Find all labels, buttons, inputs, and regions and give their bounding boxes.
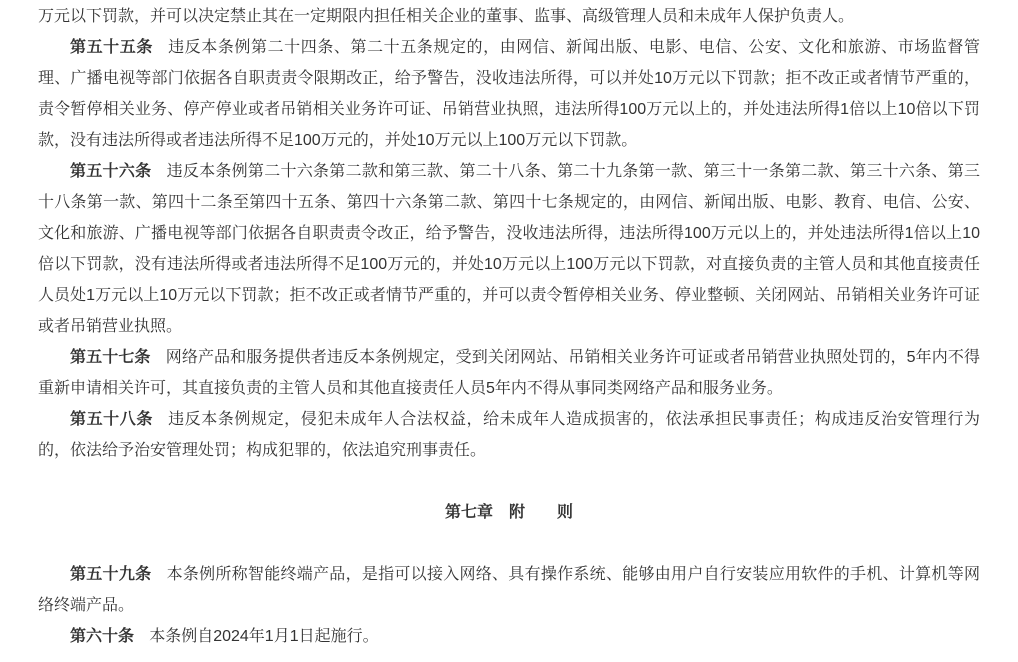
article-56-number: 第五十六条	[70, 163, 152, 180]
article-58-number: 第五十八条	[70, 411, 153, 428]
article-59-number: 第五十九条	[70, 566, 152, 583]
chapter-7-label: 第七章	[444, 504, 493, 521]
article-59	[38, 559, 980, 621]
paragraph-continuation: 万元以下罚款，并可以决定禁止其在一定期限内担任相关企业的董事、监事、高级管理人员和未成年人保护负责人。	[38, 8, 855, 25]
article-55	[38, 32, 980, 156]
article-60	[38, 621, 980, 652]
chapter-7-title-second: 则	[557, 504, 574, 521]
article-58-text: 违反本条例规定，侵犯未成年人合法权益，给未成年人造成损害的，依法承担民事责任；构成违反治安管理行为的，依法给予治安管理处罚；构成犯罪的，依法追究刑事责任。	[38, 411, 980, 459]
chapter-7-title-first: 附	[508, 504, 525, 521]
article-60-text: 本条例自2024年1月1日起施行。	[149, 628, 379, 645]
article-59-text: 本条例所称智能终端产品，是指可以接入网络、具有操作系统、能够由用户自行安装应用软件的手机、计算机等网络终端产品。	[38, 566, 980, 614]
chapter-7-heading	[38, 497, 980, 528]
article-56	[38, 156, 980, 342]
article-55-text: 违反本条例第二十四条、第二十五条规定的，由网信、新闻出版、电影、电信、公安、文化和旅游、市场监督管理、广播电视等部门依据各自职责责令限期改正，给予警告，没收违法所得，可以并处10万元以下罚款；拒不改正或者情节严重的，责令暂停相关业务、停产停业或者吊销相关业务许可证、吊销营业执照，违法所得100万元以上的，并处违法所得1倍以上10倍以下罚款，没有违法所得或者违法所得不足100万元的，并处10万元以上100万元以下罚款。	[38, 39, 980, 149]
article-57-number: 第五十七条	[70, 349, 151, 366]
article-60-number: 第六十条	[70, 628, 135, 645]
article-57	[38, 342, 980, 404]
article-58	[38, 404, 980, 466]
article-56-text: 违反本条例第二十六条第二款和第三款、第二十八条、第二十九条第一款、第三十一条第二款、第三十六条、第三十八条第一款、第四十二条至第四十五条、第四十六条第二款、第四十七条规定的，由网信、新闻出版、电影、教育、电信、公安、文化和旅游、广播电视等部门依据各自职责责令改正，给予警告，没收违法所得，违法所得100万元以上的，并处违法所得1倍以上10倍以下罚款，没有违法所得或者违法所得不足100万元的，并处10万元以上100万元以下罚款，对直接负责的主管人员和其他直接责任人员处1万元以上10万元以下罚款；拒不改正或者情节严重的，并可以责令暂停相关业务、停业整顿、关闭网站、吊销相关业务许可证或者吊销营业执照。	[38, 163, 980, 335]
article-55-number: 第五十五条	[70, 39, 153, 56]
article-57-text: 网络产品和服务提供者违反本条例规定，受到关闭网站、吊销相关业务许可证或者吊销营业执照处罚的，5年内不得重新申请相关许可，其直接负责的主管人员和其他直接责任人员5年内不得从事同类网络产品和服务业务。	[38, 349, 980, 397]
